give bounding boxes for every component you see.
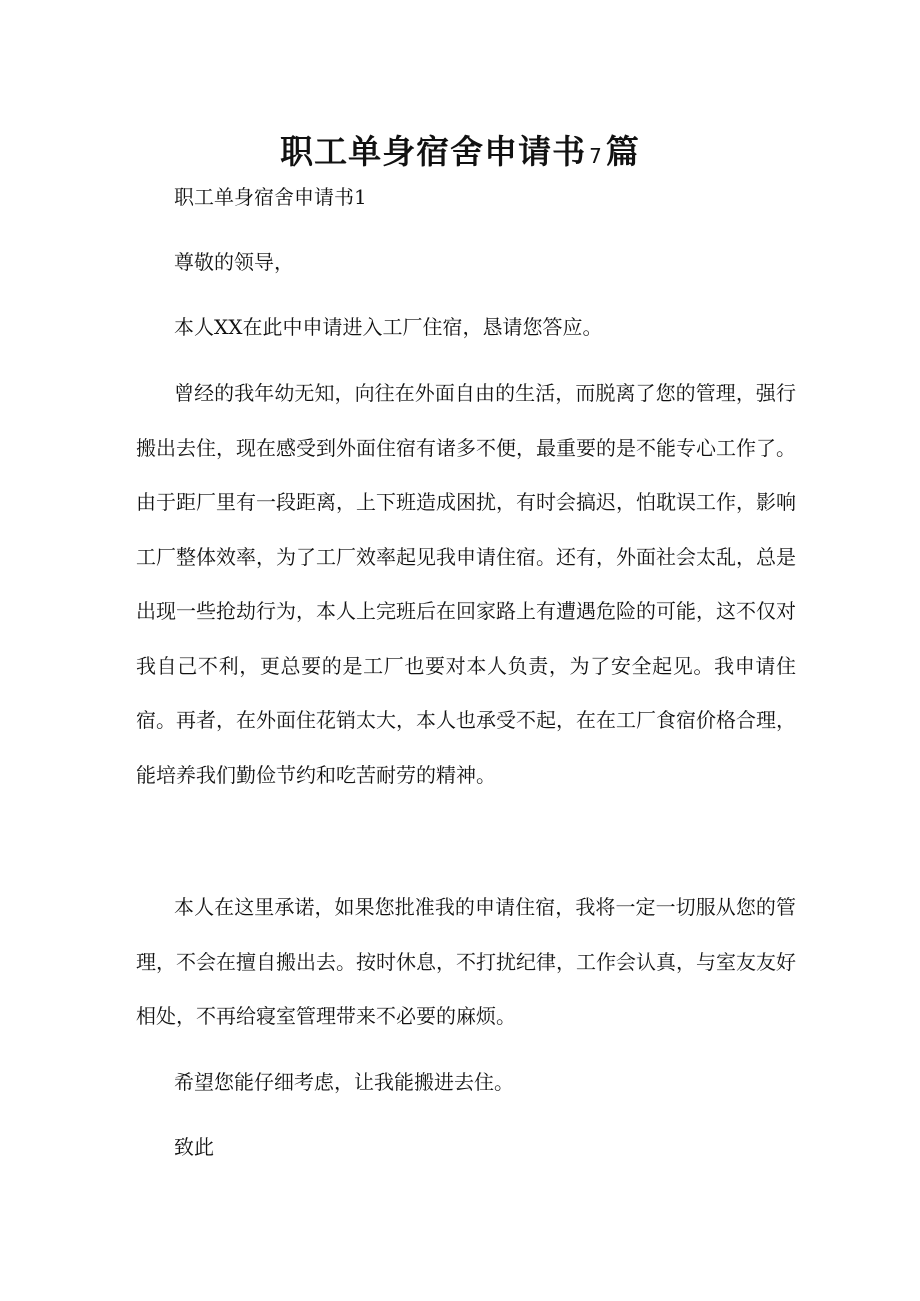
closing-paragraph: 致此	[174, 1135, 214, 1159]
title-number: 7	[589, 144, 603, 169]
promise-paragraph: 本人在这里承诺，如果您批准我的申请住宿，我将一定一切服从您的管理，不会在擅自搬出去。按时休息，不打扰纪律，工作会认真，与室友友好相处，不再给寝室管理带来不必要的麻烦。	[136, 895, 796, 1028]
section-subtitle: 职工单身宿舍申请书1	[174, 185, 367, 209]
title-main: 职工单身宿舍申请书	[280, 132, 587, 172]
reason-paragraph: 曾经的我年幼无知，向往在外面自由的生活，而脱离了您的管理，强行搬出去住，现在感受到外面住宿有诸多不便，最重要的是不能专心工作了。由于距厂里有一段距离，上下班造成困扰，有时会搞迟，怕耽误工作，影响工厂整体效率，为了工厂效率起见我申请住宿。还有，外面社会太乱，总是出现一些抢劫行为，本人上完班后在回家路上有遭遇危险的可能，这不仅对我自己不利，更总要的是工厂也要对本人负责，为了安全起见。我申请住宿。再者，在外面住花销太大，本人也承受不起，在在工厂食宿价格合理，能培养我们勤俭节约和吃苦耐劳的精神。	[136, 381, 796, 787]
intro-paragraph: 本人XX在此中申请进入工厂住宿，恳请您答应。	[174, 315, 603, 339]
title-suffix: 篇	[605, 132, 640, 172]
hope-paragraph: 希望您能仔细考虑，让我能搬进去住。	[174, 1070, 514, 1094]
greeting-paragraph: 尊敬的领导，	[174, 250, 294, 274]
